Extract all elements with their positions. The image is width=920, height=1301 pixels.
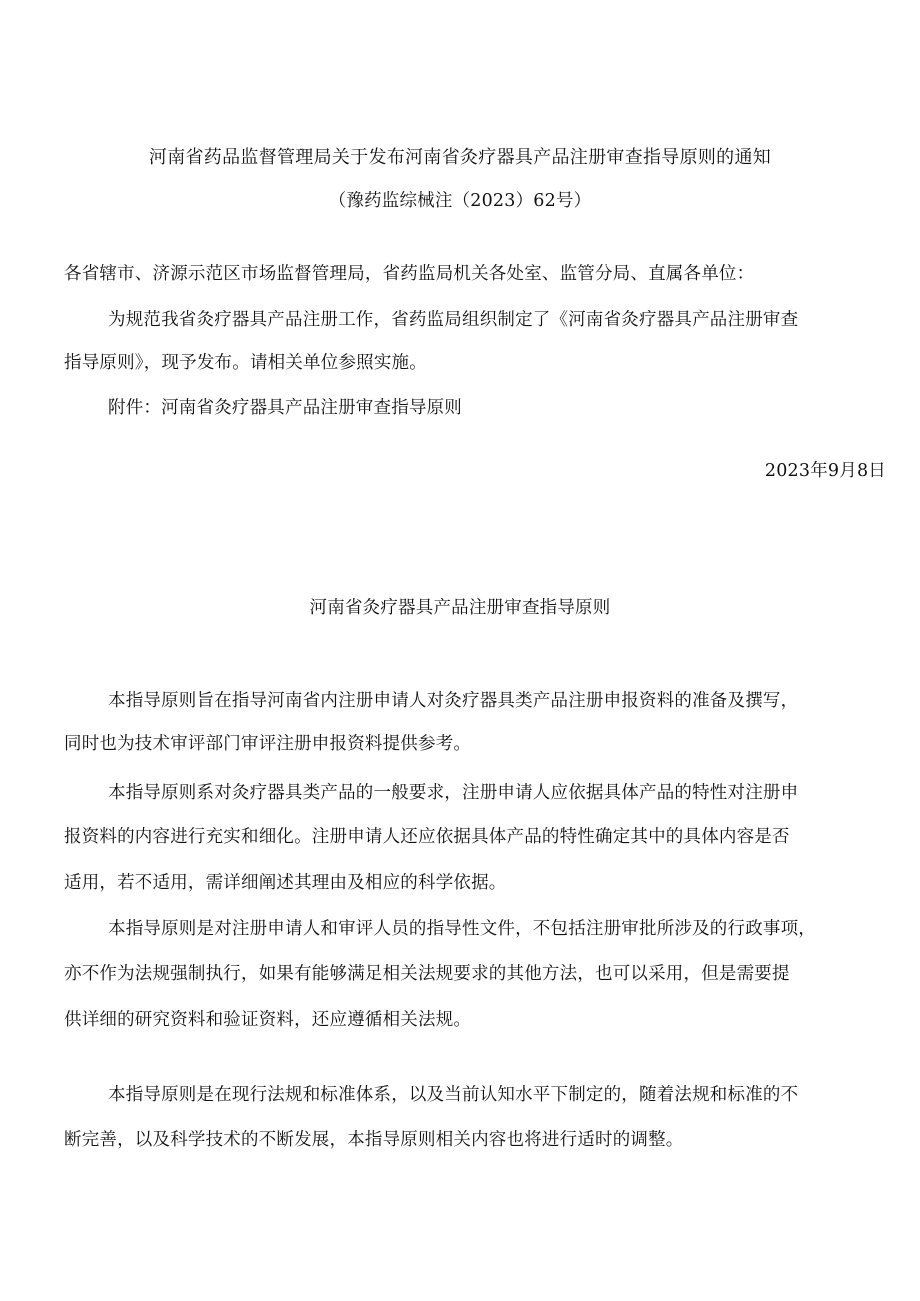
paragraph-line: 本指导原则是在现行法规和标准体系，以及当前认知水平下制定的，随着法规和标准的不 [108, 1085, 799, 1105]
notice-body-line: 为规范我省灸疗器具产品注册工作，省药监局组织制定了《河南省灸疗器具产品注册审查 [108, 310, 799, 330]
paragraph-line: 适用，若不适用，需详细阐述其理由及相应的科学依据。 [64, 873, 507, 893]
notice-date: 2023年9月8日 [764, 461, 886, 481]
paragraph-line: 供详细的研究资料和验证资料，还应遵循相关法规。 [64, 1010, 472, 1030]
notice-body-line: 指导原则》，现予发布。请相关单位参照实施。 [64, 353, 427, 373]
notice-title: 河南省药品监督管理局关于发布河南省灸疗器具产品注册审查指导原则的通知 [148, 147, 772, 168]
paragraph-line: 同时也为技术审评部门审评注册申报资料提供参考。 [64, 734, 472, 754]
paragraph-line: 本指导原则旨在指导河南省内注册申请人对灸疗器具类产品注册申报资料的准备及撰写， [108, 691, 799, 711]
paragraph-line: 报资料的内容进行充实和细化。注册申请人还应依据具体产品的特性确定其中的具体内容是否 [64, 827, 790, 847]
paragraph-line: 断完善，以及科学技术的不断发展，本指导原则相关内容也将进行适时的调整。 [64, 1130, 684, 1150]
paragraph-line: 本指导原则是对注册申请人和审评人员的指导性文件，不包括注册审批所涉及的行政事项， [108, 919, 816, 939]
paragraph-line: 亦不作为法规强制执行，如果有能够满足相关法规要求的其他方法，也可以采用，但是需要提 [64, 964, 790, 984]
paragraph-line: 本指导原则系对灸疗器具类产品的一般要求，注册申请人应依据具体产品的特性对注册申 [108, 783, 799, 803]
recipients-line: 各省辖市、济源示范区市场监督管理局，省药监局机关各处室、监管分局、直属各单位： [64, 264, 755, 284]
guideline-title: 河南省灸疗器具产品注册审查指导原则 [309, 598, 611, 618]
attachment-line: 附件：河南省灸疗器具产品注册审查指导原则 [108, 398, 462, 418]
document-number: （豫药监综械注（2023）62号） [328, 191, 592, 211]
